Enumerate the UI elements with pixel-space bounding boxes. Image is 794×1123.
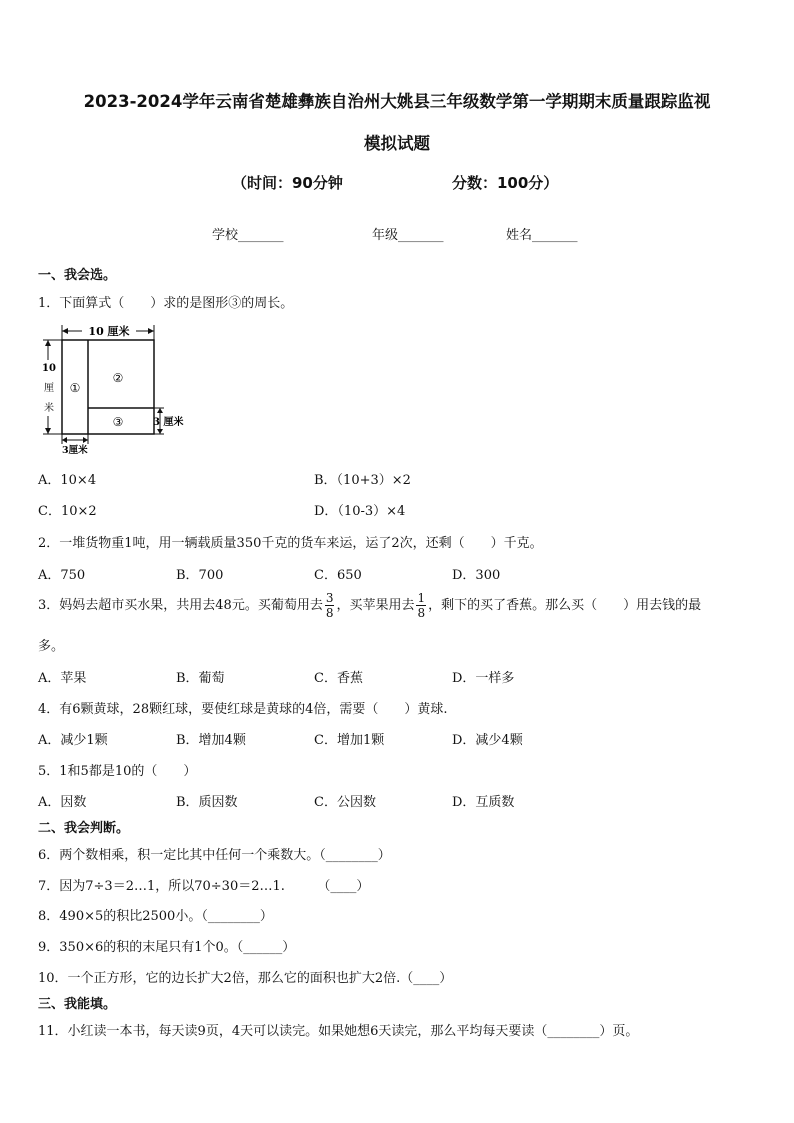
left-label-num: 10: [42, 363, 56, 374]
q3-frac1-numerator: 3: [325, 591, 334, 605]
q1-option-d[interactable]: D．（10-3）×4: [314, 504, 406, 519]
left-label-char1: 厘: [44, 383, 54, 394]
q4-option-c[interactable]: C．增加1颗: [314, 733, 385, 748]
grade-field[interactable]: 年级_______: [372, 228, 444, 243]
question-5: 5．1和5都是10的（ ）: [38, 764, 197, 779]
question-10: 10．一个正方形，它的边长扩大2倍，那么它的面积也扩大2倍.（____）: [38, 971, 453, 986]
question-1: 1．下面算式（ ）求的是图形③的周长。: [38, 296, 294, 311]
question-2: 2．一堆货物重1吨，用一辆载质量350千克的货车来运，运了2次，还剩（ ）千克。: [38, 536, 543, 551]
left-label-char2: 米: [44, 403, 54, 414]
page-title-line2: 模拟试题: [364, 134, 430, 153]
question-6: 6．两个数相乘，积一定比其中任何一个乘数大。（________）: [38, 848, 391, 863]
q5-option-b[interactable]: B．质因数: [176, 795, 238, 810]
q3-fraction-apples: [416, 591, 426, 620]
question-4: 4．有6颗黄球，28颗红球，要使红球是黄球的4倍，需要（ ）黄球.: [38, 702, 448, 717]
school-field[interactable]: 学校_______: [212, 228, 284, 243]
q3-part1: 3．妈妈去超市买水果，共用去48元。买葡萄用去: [38, 598, 323, 613]
section-3-title: 三、我能填。: [38, 997, 117, 1012]
q4-option-d[interactable]: D．减少4颗: [452, 733, 523, 748]
section-2-title: 二、我会判断。: [38, 821, 130, 836]
question-7: 7．因为7÷3＝2…1，所以70÷30＝2…1. （____）: [38, 879, 370, 894]
q1-option-c[interactable]: C．10×2: [38, 504, 97, 519]
q2-option-a[interactable]: A．750: [38, 568, 86, 583]
q4-option-a[interactable]: A．减少1颗: [38, 733, 108, 748]
question-9: 9．350×6的积的末尾只有1个0。（______）: [38, 940, 296, 955]
q1-option-a[interactable]: A．10×4: [38, 473, 97, 488]
section-1-title: 一、我会选。: [38, 268, 117, 283]
page-title: 2023-2024学年云南省楚雄彝族自治州大姚县三年级数学第一学期期末质量跟踪监视: [83, 92, 711, 111]
region-1-label: ①: [69, 381, 81, 395]
q2-option-b[interactable]: B．700: [176, 568, 224, 583]
q5-option-a[interactable]: A．因数: [38, 795, 87, 810]
right-label: 3 厘米: [153, 417, 184, 428]
q2-option-c[interactable]: C．650: [314, 568, 362, 583]
question-3: [38, 590, 701, 622]
q3-part2: ，买苹果用去: [336, 598, 415, 613]
q3-fraction-grapes: [325, 591, 335, 620]
name-field[interactable]: 姓名_______: [506, 228, 578, 243]
exam-score: 分数：100分）: [452, 174, 559, 192]
q3-frac1-denominator: 8: [325, 606, 334, 620]
q3-part3: ，剩下的买了香蕉。那么买（ ）用去钱的最: [428, 598, 702, 613]
region-2-label: ②: [112, 371, 124, 385]
q4-option-b[interactable]: B．增加4颗: [176, 733, 246, 748]
q3-option-a[interactable]: A．苹果: [38, 671, 87, 686]
question-8: 8．490×5的积比2500小。（________）: [38, 909, 273, 924]
q3-frac2-numerator: 1: [417, 591, 426, 605]
q1-figure: [40, 320, 190, 456]
exam-time: （时间：90分钟: [232, 174, 343, 192]
q3-option-b[interactable]: B．葡萄: [176, 671, 225, 686]
q3-frac2-denominator: 8: [417, 606, 426, 620]
question-3-line2: 多。: [38, 639, 65, 654]
q5-option-c[interactable]: C．公因数: [314, 795, 376, 810]
q2-option-d[interactable]: D．300: [452, 568, 501, 583]
q5-option-d[interactable]: D．互质数: [452, 795, 515, 810]
question-11: 11．小红读一本书，每天读9页，4天可以读完。如果她想6天读完，那么平均每天要读（________）页。: [38, 1024, 639, 1039]
top-label: 10 厘米: [88, 325, 130, 338]
q3-option-d[interactable]: D．一样多: [452, 671, 515, 686]
q3-option-c[interactable]: C．香蕉: [314, 671, 363, 686]
bottom-label: 3厘米: [62, 445, 88, 456]
region-3-label: ③: [112, 415, 124, 429]
q1-option-b[interactable]: B．（10+3）×2: [314, 473, 411, 488]
